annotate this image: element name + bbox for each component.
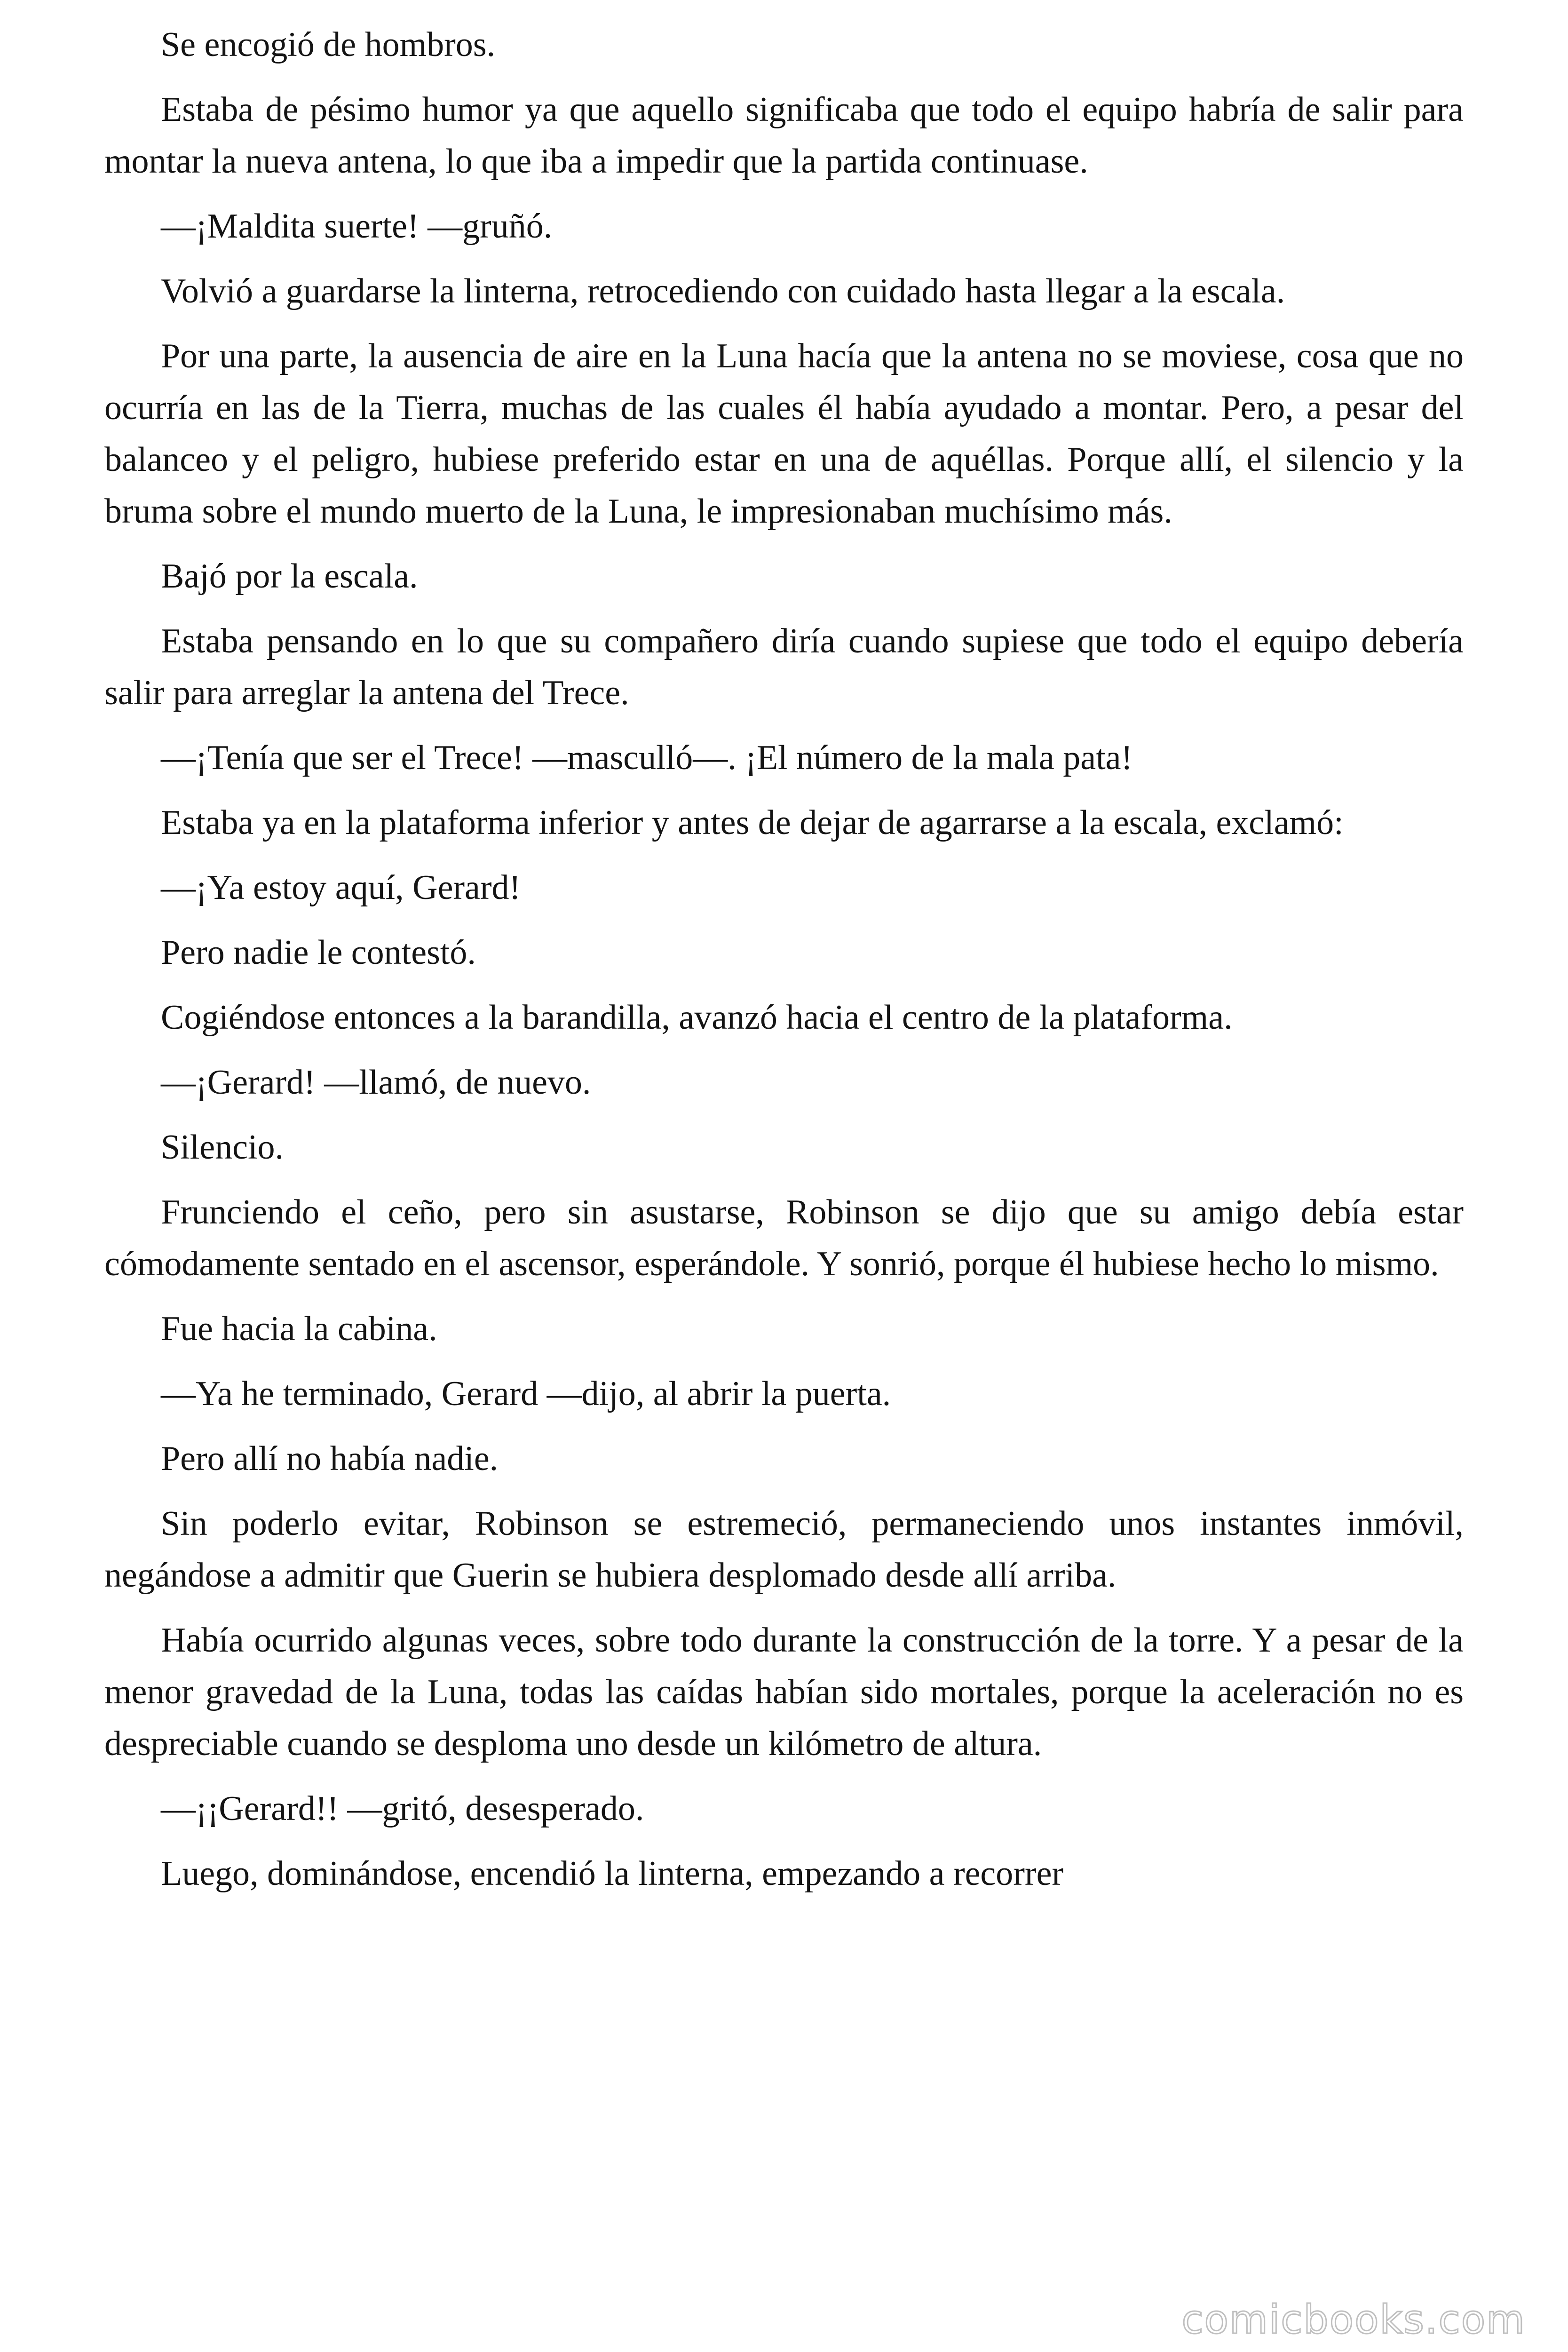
paragraph: Por una parte, la ausencia de aire en la Luna hacía que la antena no se moviese, cosa que no ocurría en las de la Tierra, muchas de las cuales él había ayudado a montar. Pero, a pesar del balanceo y el peligro, hubiese preferido estar en una de aquéllas. Porque allí, el silencio y la bruma sobre el mundo muerto de la Luna, le impresionaban muchísimo más. bbox=[104, 337, 1464, 531]
paragraph: Estaba pensando en lo que su compañero diría cuando supiese que todo el equipo debería salir para arreglar la antena del Trece. bbox=[104, 622, 1464, 712]
paragraph: Pero nadie le contestó. bbox=[161, 933, 476, 972]
watermark-logo: comicbooks.com bbox=[1181, 2296, 1526, 2343]
paragraph: Volvió a guardarse la linterna, retrocediendo con cuidado hasta llegar a la escala. bbox=[161, 272, 1285, 310]
paragraph: Se encogió de hombros. bbox=[161, 25, 496, 64]
paragraph: Estaba ya en la plataforma inferior y antes de dejar de agarrarse a la escala, exclamó: bbox=[161, 803, 1344, 842]
paragraph: —Ya he terminado, Gerard —dijo, al abrir la puerta. bbox=[161, 1375, 891, 1413]
paragraph: Silencio. bbox=[161, 1128, 284, 1167]
page-text bbox=[104, 19, 1464, 1913]
paragraph: —¡Gerard! —llamó, de nuevo. bbox=[161, 1063, 591, 1102]
paragraph: Había ocurrido algunas veces, sobre todo durante la construcción de la torre. Y a pesar de la menor gravedad de la Luna, todas las caídas habían sido mortales, porque la aceleración no es despreciable cuando se desploma uno desde un kilómetro de altura. bbox=[104, 1621, 1464, 1763]
paragraph: Frunciendo el ceño, pero sin asustarse, Robinson se dijo que su amigo debía estar cómodamente sentado en el ascensor, esperándole. Y sonrió, porque él hubiese hecho lo mismo. bbox=[104, 1193, 1464, 1283]
paragraph: —¡Tenía que ser el Trece! —masculló—. ¡El número de la mala pata! bbox=[161, 739, 1133, 777]
paragraph: Sin poderlo evitar, Robinson se estremeció, permaneciendo unos instantes inmóvil, negándose a admitir que Guerin se hubiera desplomado desde allí arriba. bbox=[104, 1504, 1464, 1595]
paragraph: Cogiéndose entonces a la barandilla, avanzó hacia el centro de la plataforma. bbox=[161, 998, 1233, 1037]
paragraph: —¡Maldita suerte! —gruñó. bbox=[161, 207, 553, 246]
paragraph: Luego, dominándose, encendió la linterna, empezando a recorrer bbox=[161, 1854, 1064, 1893]
paragraph: —¡Ya estoy aquí, Gerard! bbox=[161, 868, 521, 907]
paragraph: Pero allí no había nadie. bbox=[161, 1439, 499, 1478]
paragraph: Fue hacia la cabina. bbox=[161, 1310, 437, 1348]
paragraph: Bajó por la escala. bbox=[161, 557, 418, 596]
paragraph: Estaba de pésimo humor ya que aquello significaba que todo el equipo habría de salir para montar la nueva antena, lo que iba a impedir que la partida continuase. bbox=[104, 90, 1464, 181]
paragraph: —¡¡Gerard!! —gritó, desesperado. bbox=[161, 1789, 644, 1828]
